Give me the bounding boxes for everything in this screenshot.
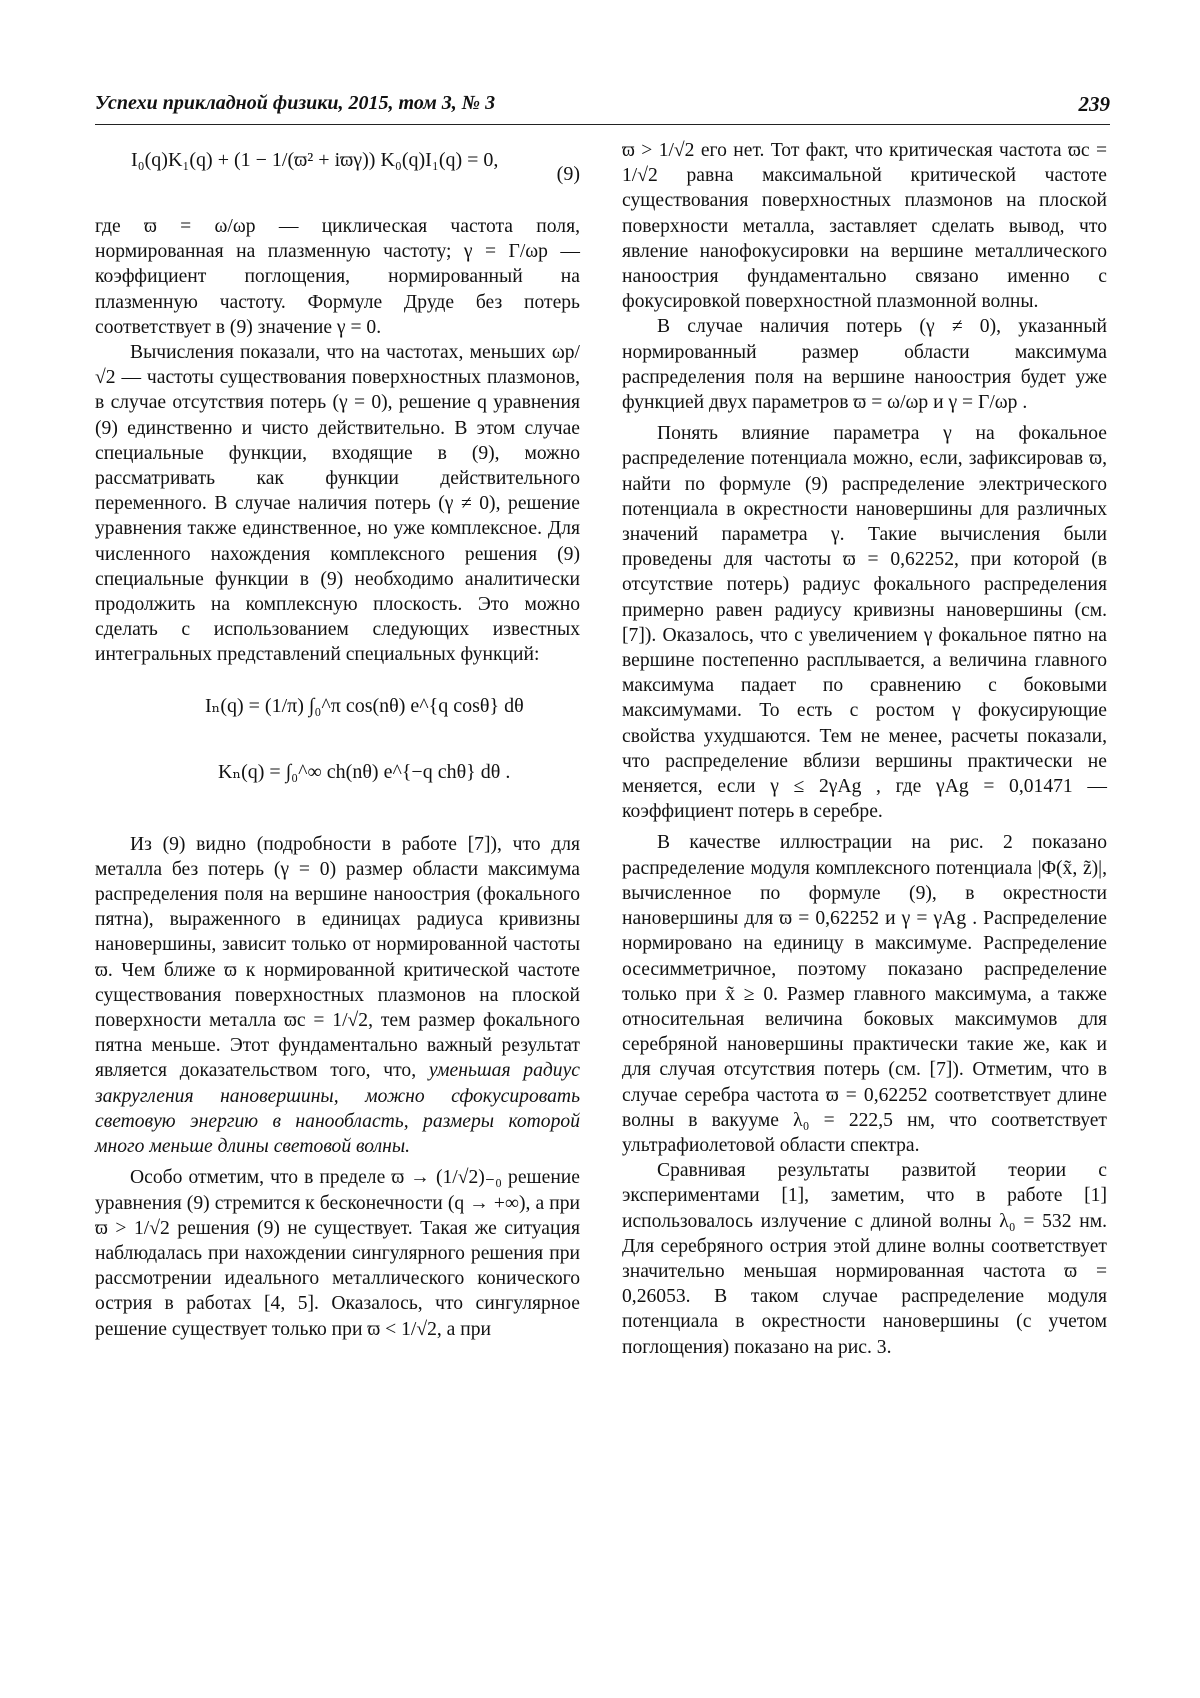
integral-Kn: Kₙ(q) = ∫₀^∞ ch(nθ) e^{−q chθ} dθ . xyxy=(218,760,511,783)
equation-9-number: (9) xyxy=(556,163,580,185)
left-column xyxy=(95,138,580,1342)
paragraph-gamma-influence: Понять влияние параметра γ на фокальное распределение потенциала можно, если, зафиксировав ϖ, найти по формуле (9) распределение электрического потенциала в окрестности нановершины для различных значений параметра γ. Такие вычисления были проведены для частоты ϖ = 0,62252, при которой (в отсутствие потерь) радиус фокального распределения примерно равен радиусу кривизны нановершины (см. [7]). Оказалось, что с увеличением γ фокальное пятно на вершине постепенно расплывается, а величина главного максимума падает по сравнению с боковыми максимумами. То есть с ростом γ фокусирующие свойства ухудшаются. Тем не менее, расчеты показали, что распределение вблизи вершины практически не меняется, если γ ≤ 2γAg , где γAg = 0,01471 — коэффициент потерь в серебре. xyxy=(622,423,1107,823)
integral-representations xyxy=(95,680,580,810)
paragraph-losses: В случае наличия потерь (γ ≠ 0), указанный нормированный размер области максимума распределения поля на вершине наноострия будет уже функцией двух параметров ϖ = ω/ωp и γ = Γ/ωp . xyxy=(622,316,1107,414)
page-number: 239 xyxy=(1078,92,1110,116)
paragraph-critical-frequency: ϖ > 1/√2 его нет. Тот факт, что критическая частота ϖc = 1/√2 равна максимальной критической частоте существования поверхностных плазмонов на плоской поверхности металла, заставляет сделать вывод, что явление нанофокусировки на вершине металлического наноострия фундаментально связано именно с фокусировкой поверхностной плазмонной волны. xyxy=(622,140,1107,313)
equation-9 xyxy=(95,142,580,206)
paragraph-focal-spot-text: Из (9) видно (подробности в работе [7]), что для металла без потерь (γ = 0) размер области максимума распределения поля на вершине наноострия (фокального пятна), выраженного в единицах радиуса кривизны нановершины, зависит только от нормированной частоты ϖ. Чем ближе ϖ к нормированной критической частоте существования поверхностных плазмонов на плоской поверхности металла ϖc = 1/√2, тем размер фокального пятна меньше. Этот фундаментально важный результат является доказательством того, что, xyxy=(95,833,580,1082)
paragraph-computations: Вычисления показали, что на частотах, меньших ωp/√2 — частоты существования поверхностных плазмонов, в случае отсутствия потерь (γ = 0), решение q уравнения (9) единственно и чисто действительно. В этом случае специальные функции, входящие в (9), можно рассматривать как функции действительного переменного. В случае наличия потерь (γ ≠ 0), решение уравнения также единственное, но уже комплексное. Для численного нахождения комплексного решения (9) специальные функции в (9) необходимо аналитически продолжить на комплексную плоскость. Это можно сделать с использованием следующих известных интегральных представлений специальных функций: xyxy=(95,342,580,666)
right-column xyxy=(622,138,1107,1360)
paragraph-definitions: где ϖ = ω/ωp — циклическая частота поля, нормированная на плазменную частоту; γ = Γ/ωp — коэффициент поглощения, нормированный на плазменную частоту. Формуле Друде без потерь соответствует в (9) значение γ = 0. xyxy=(95,216,580,338)
running-header xyxy=(95,92,1110,125)
paragraph-experiment-comparison: Сравнивая результаты развитой теории с экспериментами [1], заметим, что в работе [1] использовалось излучение с длиной волны λ₀ = 532 нм. Для серебряного острия этой длине волны соответствует значительно меньшая нормированная частота ϖ = 0,26053. В таком случае распределение модуля потенциала в окрестности нановершины (с учетом поглощения) показано на рис. 3. xyxy=(622,1160,1107,1358)
integral-In: Iₙ(q) = (1/π) ∫₀^π cos(nθ) e^{q cosθ} dθ xyxy=(205,694,524,717)
equation-9-formula: I₀(q)K₁(q) + (1 − 1/(ϖ² + iϖγ)) K₀(q)I₁(q) = 0, xyxy=(131,149,499,171)
key-result-italic: уменьшая радиус закругления нановершины, можно сфокусировать световую энергию в нанообласть, размеры которой много меньше длины световой волны. xyxy=(95,1060,580,1158)
paragraph-illustration: В качестве иллюстрации на рис. 2 показано распределение модуля комплексного потенциала |Φ(x̃, z̃)|, вычисленное по формуле (9), в окрестности нановершины для ϖ = 0,62252 и γ = γAg . Распределение нормировано на единицу в максимуме. Распределение осесимметричное, поэтому показано распределение только при x̃ ≥ 0. Размер главного максимума, а также относительная величина боковых максимумов для серебряной нановершины практически такие же, как и для случая отсутствия потерь (см. [7]). Отметим, что в случае серебра частота ϖ = 0,62252 соответствует длине волны в вакууме λ₀ = 222,5 нм, что соответствует ультрафиолетовой области спектра. xyxy=(622,832,1107,1156)
paragraph-focal-spot xyxy=(95,832,580,1160)
journal-citation: Успехи прикладной физики, 2015, том 3, № 3 xyxy=(95,92,496,114)
paragraph-limit: Особо отметим, что в пределе ϖ → (1/√2)₋₀ решение уравнения (9) стремится к бесконечности (q → +∞), а при ϖ > 1/√2 решения (9) не существует. Такая же ситуация наблюдалась при нахождении сингулярного решения при рассмотрении идеального металлического конического острия в работах [4, 5]. Оказалось, что сингулярное решение существует только при ϖ < 1/√2, а при xyxy=(95,1167,580,1340)
